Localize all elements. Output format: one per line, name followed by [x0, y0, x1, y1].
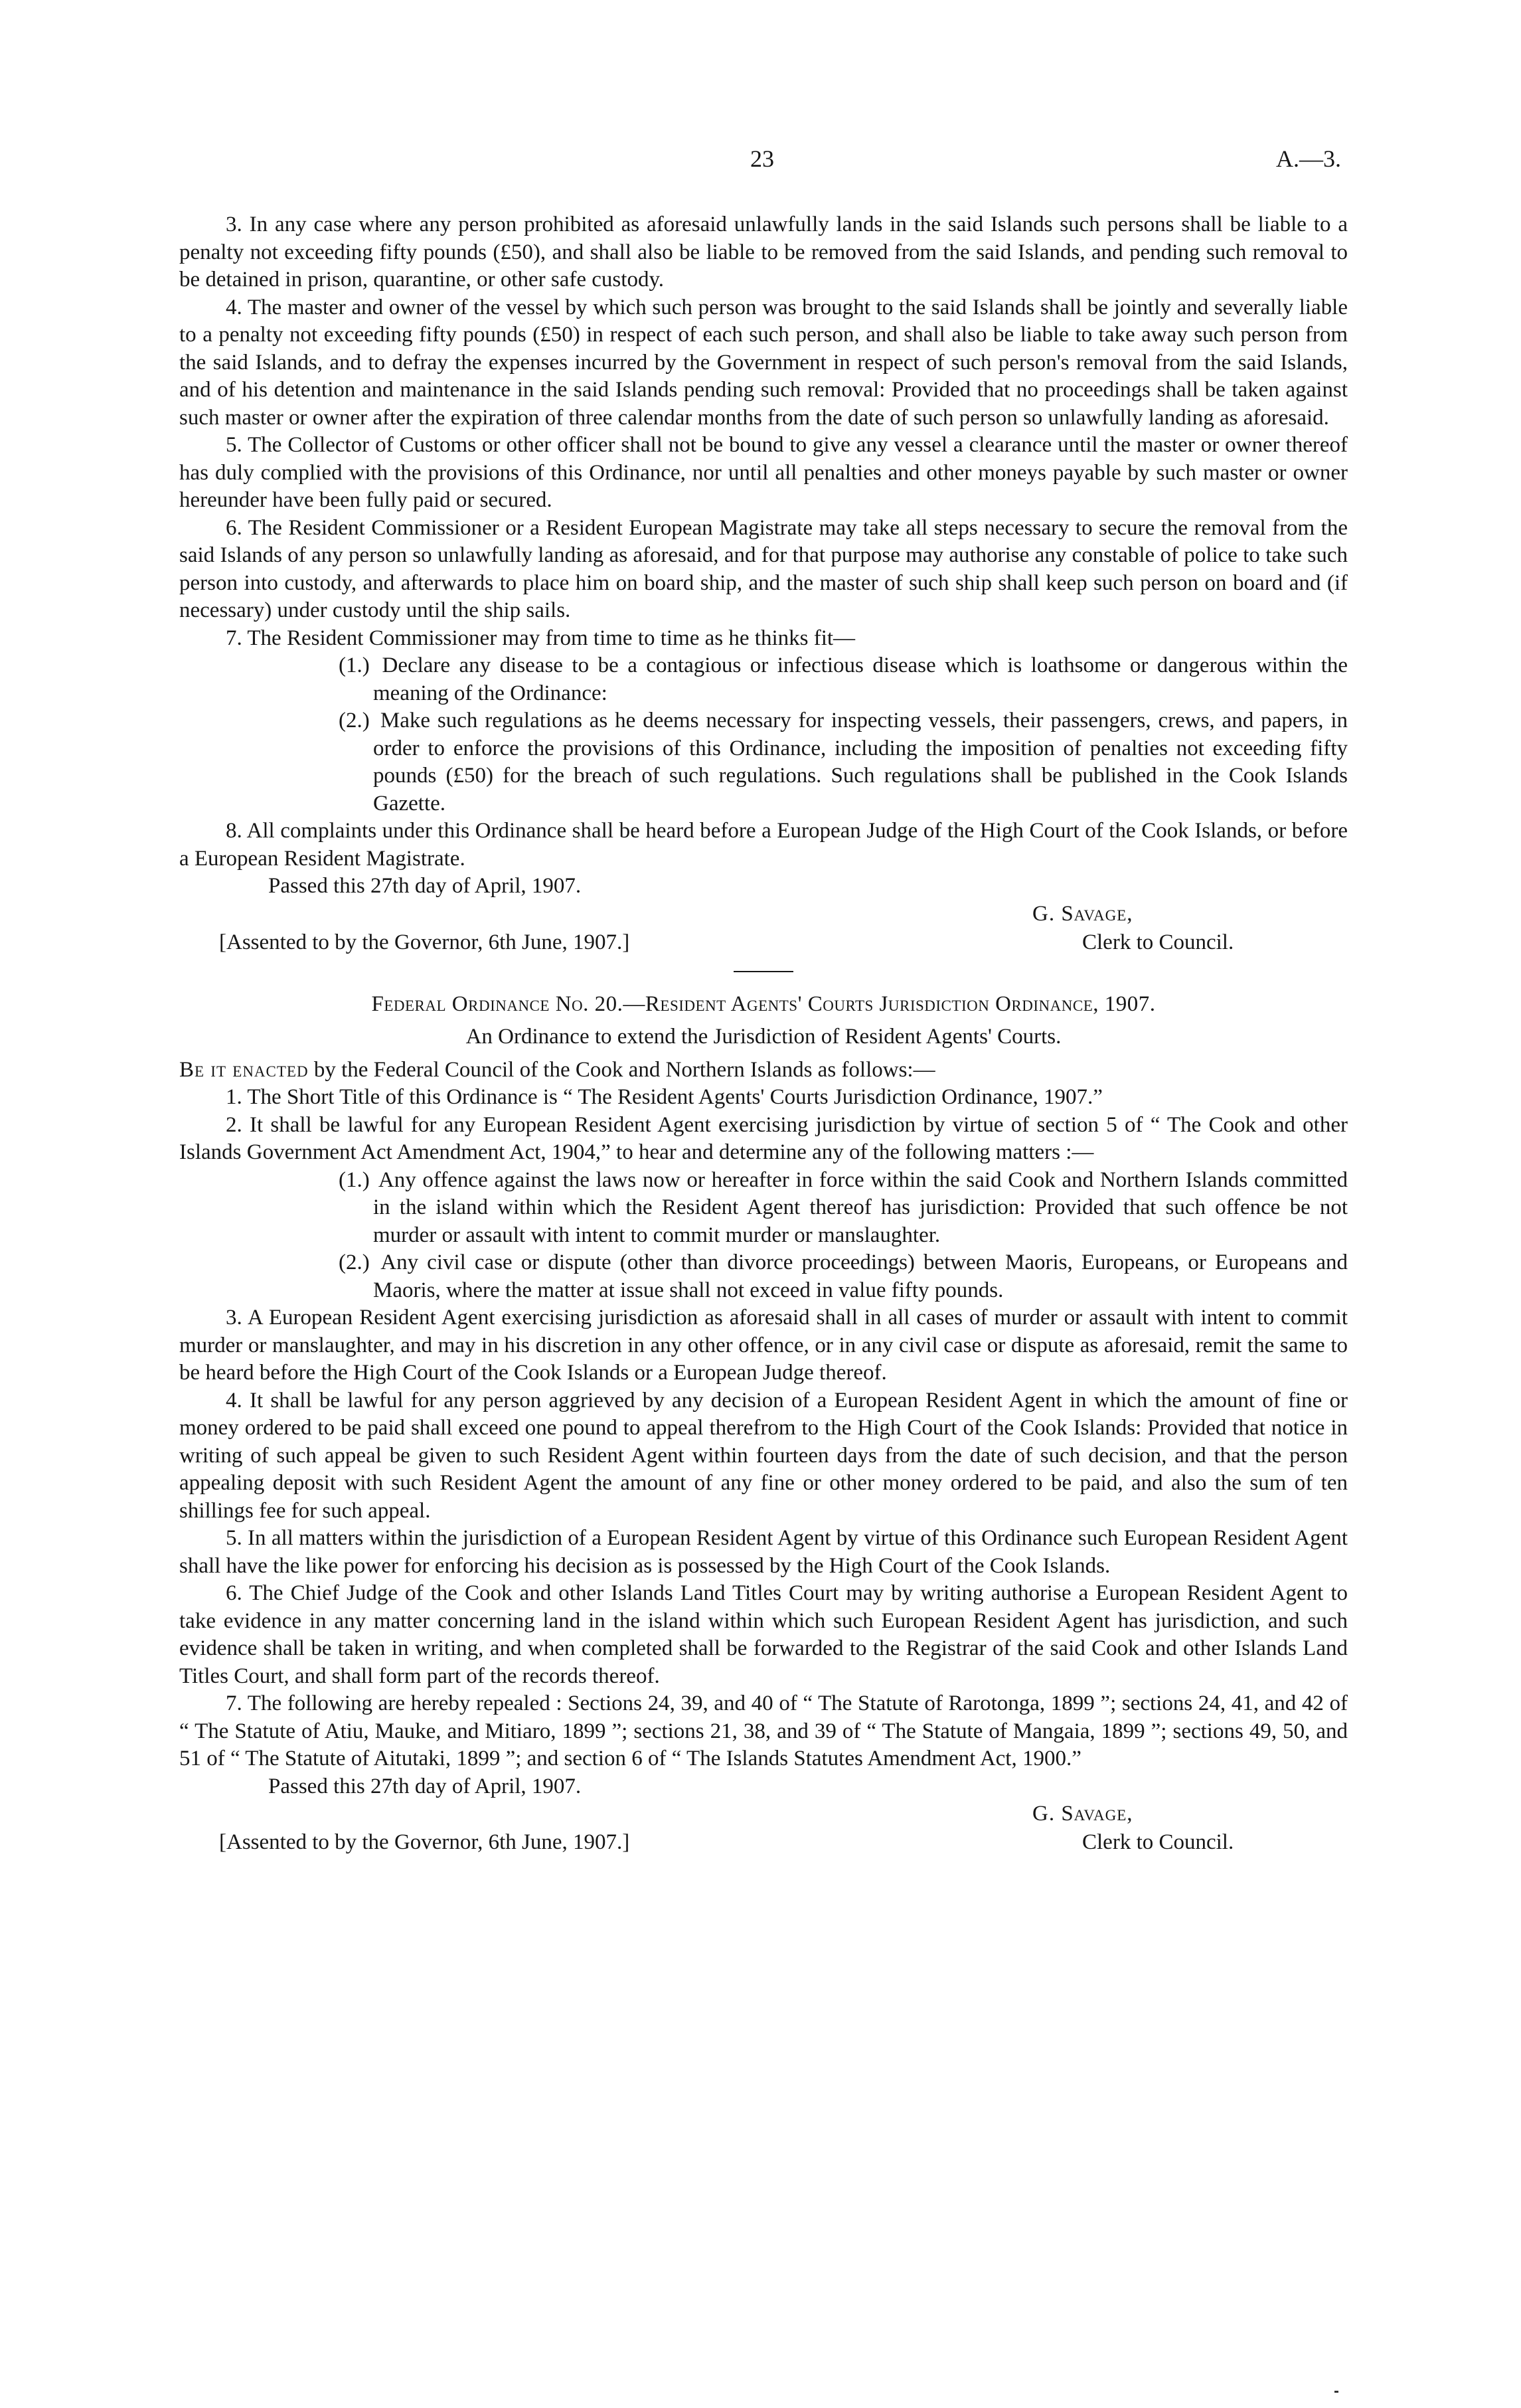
signatory-role: Clerk to Council. — [1082, 1830, 1234, 1854]
assent-note: [Assented to by the Governor, 6th June, 1907.] — [219, 1830, 630, 1854]
signatory-name: G. Savage, — [1032, 901, 1133, 926]
section-divider — [734, 971, 793, 972]
signatory-name: G. Savage, — [1032, 1802, 1133, 1826]
subclause: (1.) Any offence against the laws now or hereafter in force within the said Cook and Northern Islands committed in the island within which the Resident Agent thereof has jurisdiction: Provided that such offence be not murder or assault with intent to commit murder or manslaughter. — [339, 1167, 1348, 1247]
ordinance-title: Federal Ordinance No. 20.—Resident Agents' Courts Jurisdiction Ordinance, 1907. — [371, 991, 1156, 1016]
enacting-clause: Be it enacted by the Federal Council of the Cook and Northern Islands as follows:— — [179, 1057, 935, 1082]
ordinance-subtitle: An Ordinance to extend the Jurisdiction of Resident Agents' Courts. — [465, 1025, 1062, 1049]
signature-block — [179, 1800, 1348, 1859]
assent-note: [Assented to by the Governor, 6th June, 1907.] — [219, 930, 630, 954]
passed-date: Passed this 27th day of April, 1907. — [268, 1774, 582, 1798]
clause-3: 3. A European Resident Agent exercising jurisdiction as aforesaid shall in all cases of murder or assault with intent to commit murder or manslaughter, and may in his discretion in any other offence, or in any civil case or dispute as aforesaid, remit the same to be heard before the High Court of the Cook Islands or a European Judge thereof. — [179, 1306, 1348, 1385]
page-number: 23 — [750, 145, 774, 172]
clause-7: 7. The following are hereby repealed : Sections 24, 39, and 40 of “ The Statute of Rarotonga, 1899 ”; sections 24, 41, and 42 of “ The Statute of Atiu, Mauke, and Mitiaro, 1899 ”; sections 21, 38, and 39 of “ The Statute of Mangaia, 1899 ”; sections 49, 50, and 51 of “ The Statute of Aitutaki, 1899 ”; and section 6 of “ The Islands Statutes Amendment Act, 1900.” — [179, 1691, 1348, 1770]
clause-8: 8. All complaints under this Ordinance shall be heard before a European Judge of the High Court of the Cook Islands, or before a European Resident Magistrate. — [179, 819, 1348, 871]
clause-5: 5. In all matters within the jurisdiction of a European Resident Agent by virtue of this Ordinance such European Resident Agent shall have the like power for enforcing his decision as is possessed by the High Court of the Cook Islands. — [179, 1526, 1348, 1578]
subclause: (2.) Make such regulations as he deems necessary for inspecting vessels, their passengers, crews, and papers, in order to enforce the provisions of this Ordinance, including the imposition of penalties not exceeding fifty pounds (£50) for the breach of such regulations. Such regulations shall be published in the Cook Islands Gazette. — [339, 709, 1348, 816]
clause-2: 2. It shall be lawful for any European Resident Agent exercising jurisdiction by virtue of section 5 of “ The Cook and other Islands Government Act Amendment Act, 1904,” to hear and determine any of the following matters :— — [179, 1112, 1348, 1164]
clause-7: 7. The Resident Commissioner may from time to time as he thinks fit— — [226, 626, 856, 650]
scan-mark — [1334, 2391, 1338, 2393]
page-header — [704, 145, 1341, 185]
passed-date: Passed this 27th day of April, 1907. — [268, 874, 582, 898]
signatory-role: Clerk to Council. — [1082, 930, 1234, 954]
clause-3: 3. In any case where any person prohibited as aforesaid unlawfully lands in the said Islands such persons shall be liable to a penalty not exceeding fifty pounds (£50), and shall also be liable to be removed from the said Islands, and pending such removal to be detained in prison, quarantine, or other safe custody. — [179, 213, 1348, 292]
paper-reference: A.—3. — [1276, 145, 1341, 172]
clause-6: 6. The Chief Judge of the Cook and other Islands Land Titles Court may by writing authorise a European Resident Agent to take evidence in any matter concerning land in the island within which such European Resident Agent has jurisdiction, and such evidence shall be taken in writing, and when completed shall be forwarded to the Registrar of the said Cook and other Islands Land Titles Court, and shall form part of the records thereof. — [179, 1581, 1348, 1688]
subclause: (1.) Declare any disease to be a contagious or infectious disease which is loathsome or dangerous within the meaning of the Ordinance: — [339, 653, 1348, 705]
signature-block — [179, 901, 1348, 959]
clause-4: 4. It shall be lawful for any person aggrieved by any decision of a European Resident Agent in which the amount of fine or money ordered to be paid shall exceed one pound to appeal therefrom to the High Court of the Cook Islands: Provided that notice in writing of such appeal be given to such Resident Agent within fourteen days from the date of such decision, and that the person appealing deposit with such Resident Agent the amount of any fine or other money ordered to be paid, and also the sum of ten shillings fee for such appeal. — [179, 1388, 1348, 1523]
clause-1: 1. The Short Title of this Ordinance is “ The Resident Agents' Courts Jurisdiction Ordinance, 1907.” — [226, 1085, 1103, 1109]
clause-5: 5. The Collector of Customs or other officer shall not be bound to give any vessel a clearance until the master or owner thereof has duly complied with the provisions of this Ordinance, nor until all penalties and other moneys payable by such master or owner hereunder have been fully paid or secured. — [179, 433, 1348, 512]
clause-4: 4. The master and owner of the vessel by which such person was brought to the said Islands shall be jointly and severally liable to a penalty not exceeding fifty pounds (£50) in respect of each such person, and shall also be liable to take away such person from the said Islands, and to defray the expenses incurred by the Government in respect of such person's removal from the said Islands, and of his detention and maintenance in the said Islands pending such removal: Provided that no proceedings shall be taken against such master or owner after the expiration of three calendar months from the date of such person so unlawfully landing as aforesaid. — [179, 295, 1348, 430]
document-body — [179, 211, 1348, 1859]
clause-6: 6. The Resident Commissioner or a Resident European Magistrate may take all steps necessary to secure the removal from the said Islands of any person so unlawfully landing as aforesaid, and for that purpose may authorise any constable of police to take such person into custody, and afterwards to place him on board ship, and the master of such ship shall keep such person on board and (if necessary) under custody until the ship sails. — [179, 515, 1348, 622]
subclause: (2.) Any civil case or dispute (other than divorce proceedings) between Maoris, Europeans, or Europeans and Maoris, where the matter at issue shall not exceed in value fifty pounds. — [339, 1250, 1348, 1302]
